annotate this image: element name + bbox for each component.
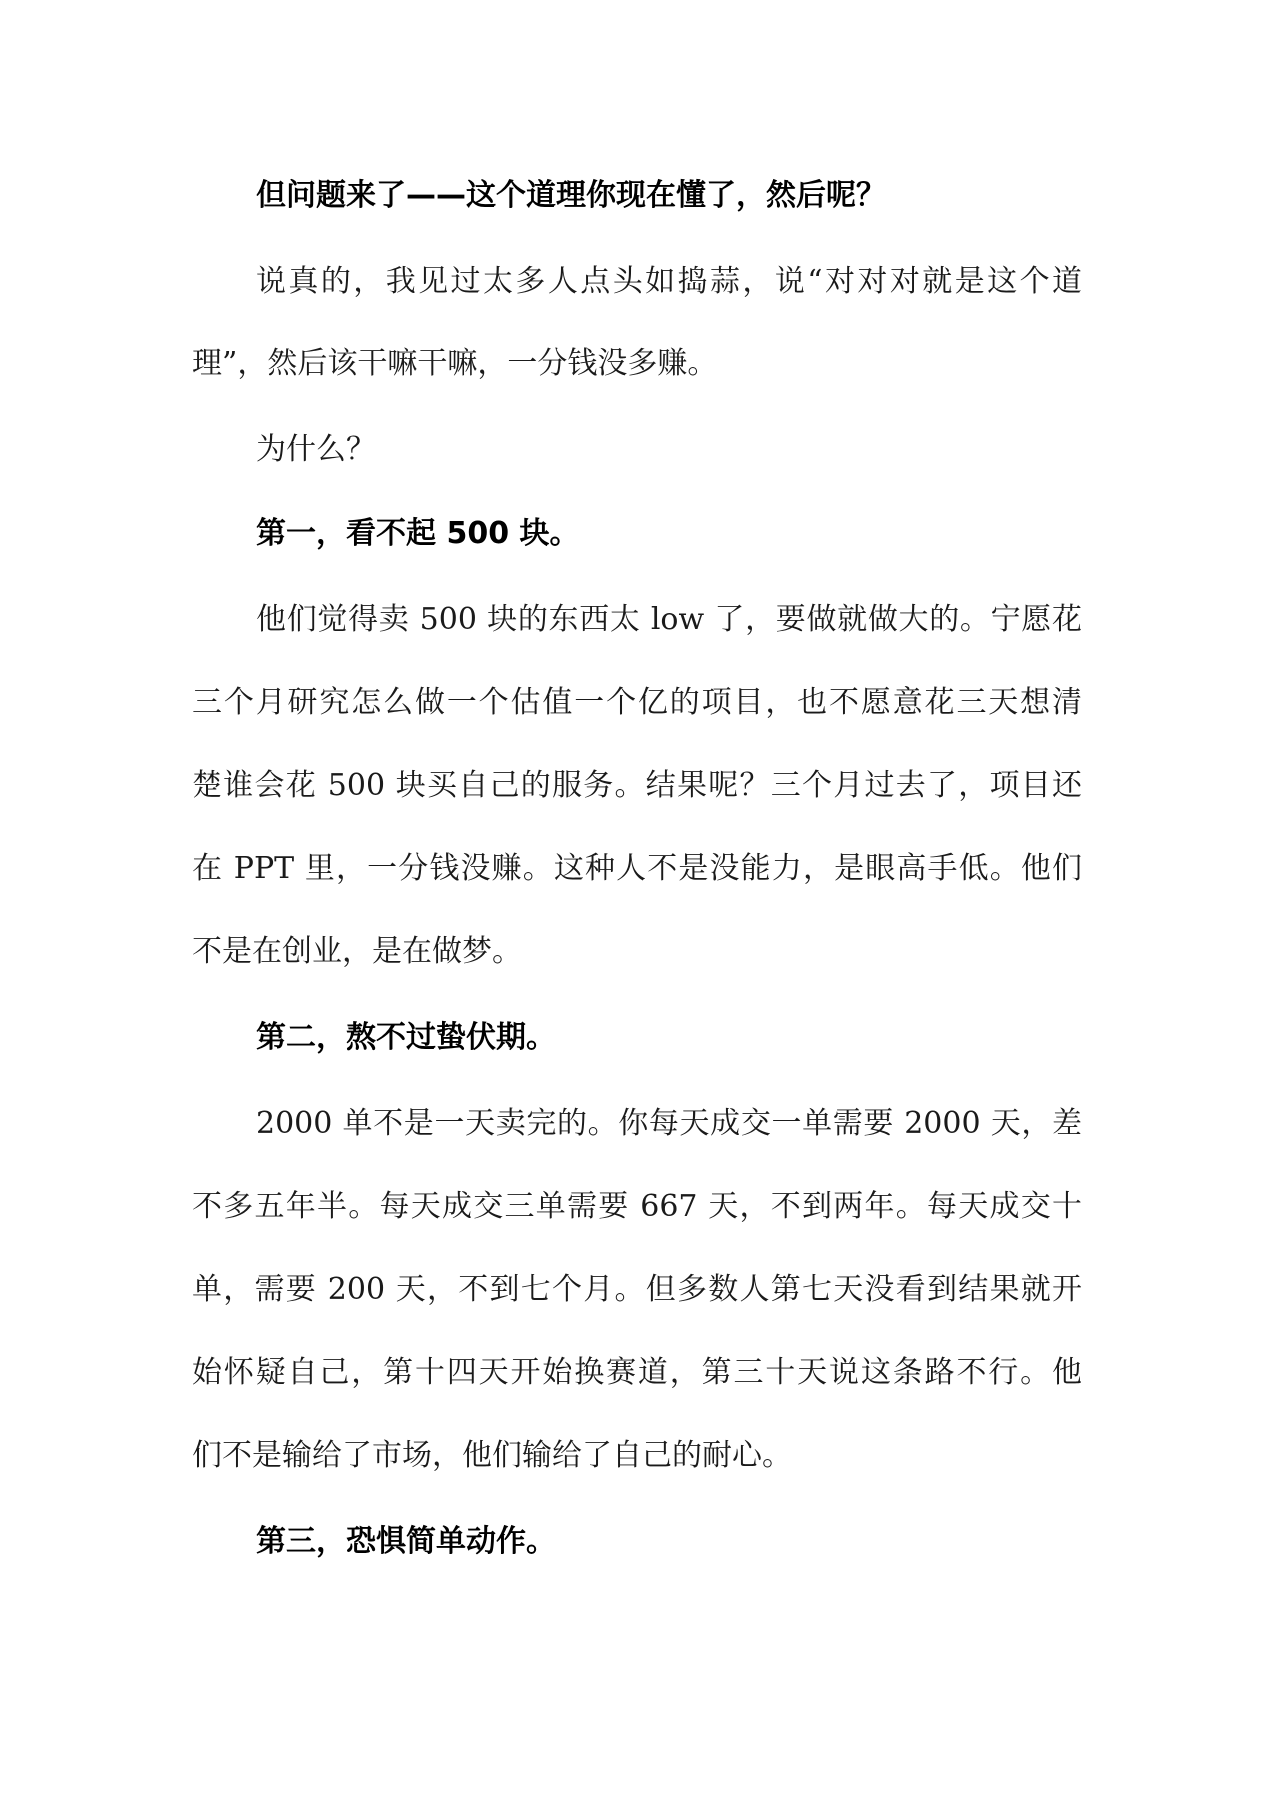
paragraph-line: 理”，然后该干嘛干嘛，一分钱没多赚。 (192, 346, 718, 381)
paragraph-line: 单，需要 200 天，不到七个月。但多数人第七天没看到结果就开 (192, 1272, 1082, 1307)
paragraph-line: 不多五年半。每天成交三单需要 667 天，不到两年。每天成交十 (192, 1189, 1082, 1224)
heading-point-two: 第二，熬不过蛰伏期。 (256, 1020, 556, 1055)
paragraph-line: 2000 单不是一天卖完的。你每天成交一单需要 2000 天，差 (256, 1106, 1082, 1141)
heading-question: 但问题来了——这个道理你现在懂了，然后呢？ (256, 178, 886, 213)
paragraph-line: 他们觉得卖 500 块的东西太 low 了，要做就做大的。宁愿花 (256, 602, 1082, 637)
paragraph-line: 不是在创业，是在做梦。 (192, 934, 522, 969)
heading-point-one: 第一，看不起 500 块。 (256, 516, 580, 551)
heading-point-three: 第三，恐惧简单动作。 (256, 1524, 556, 1559)
paragraph-line: 说真的，我见过太多人点头如捣蒜，说“对对对就是这个道 (256, 264, 1082, 299)
paragraph-line: 始怀疑自己，第十四天开始换赛道，第三十天说这条路不行。他 (192, 1355, 1082, 1390)
paragraph-line: 楚谁会花 500 块买自己的服务。结果呢？三个月过去了，项目还 (192, 768, 1082, 803)
paragraph-line: 在 PPT 里，一分钱没赚。这种人不是没能力，是眼高手低。他们 (192, 851, 1082, 886)
paragraph-line: 为什么？ (256, 432, 376, 467)
paragraph-line: 们不是输给了市场，他们输给了自己的耐心。 (192, 1438, 792, 1473)
paragraph-line: 三个月研究怎么做一个估值一个亿的项目，也不愿意花三天想清 (192, 685, 1082, 720)
